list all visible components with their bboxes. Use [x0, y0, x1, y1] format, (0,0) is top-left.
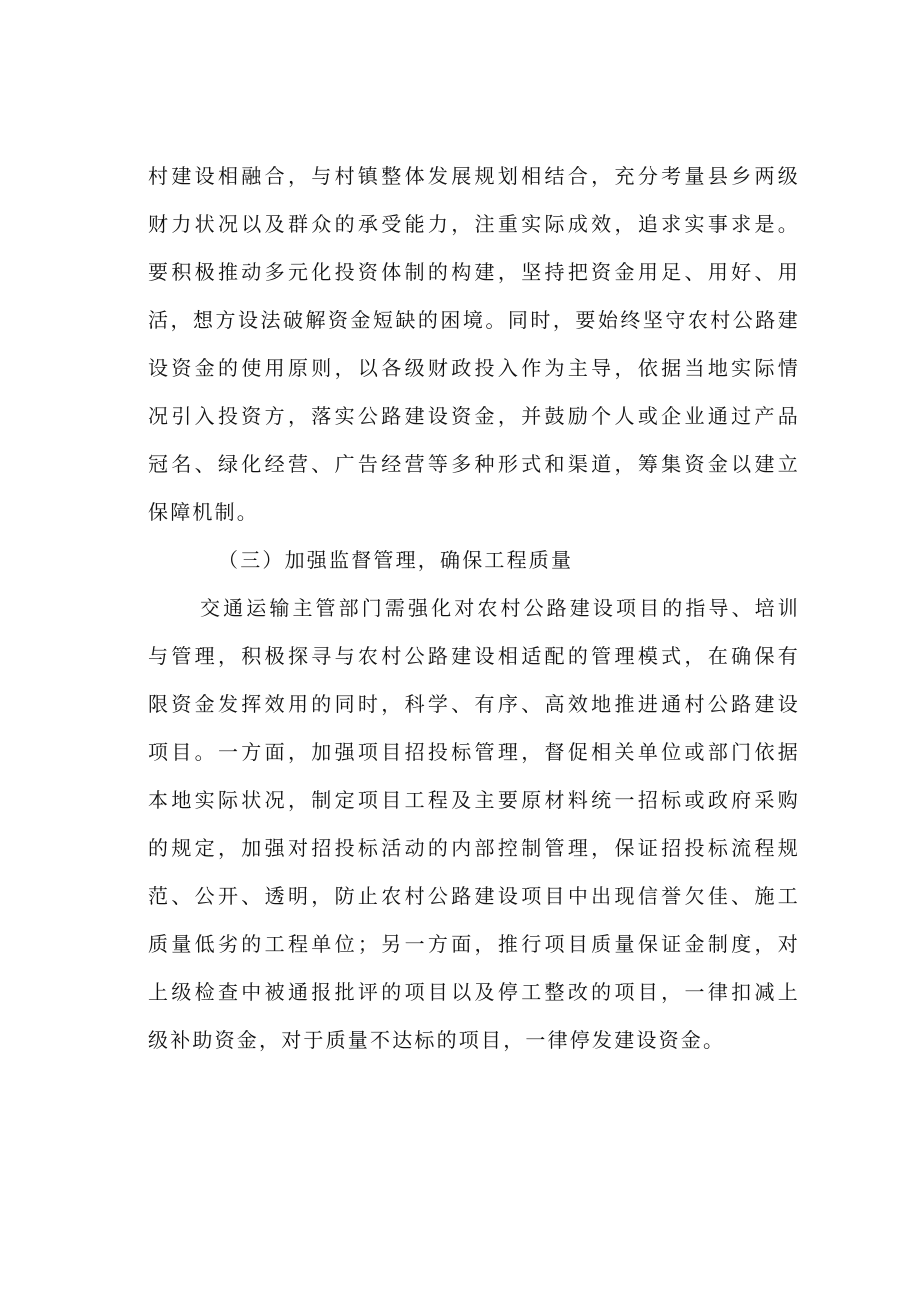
text-line: 范、公开、透明，防止农村公路建设项目中出现信誉欠佳、施工 — [148, 884, 800, 908]
text-line: 村建设相融合，与村镇整体发展规划相结合，充分考量县乡两级 — [148, 164, 800, 188]
text-line: 财力状况以及群众的承受能力，注重实际成效，追求实事求是。 — [148, 212, 800, 236]
section-heading: （三）加强监督管理，确保工程质量 — [218, 548, 574, 572]
text-line: 要积极推动多元化投资体制的构建，坚持把资金用足、用好、用 — [148, 260, 800, 284]
text-line: 况引入投资方，落实公路建设资金，并鼓励个人或企业通过产品 — [148, 404, 800, 428]
paragraph-supervision — [148, 584, 800, 1064]
text-line: 级补助资金，对于质量不达标的项目，一律停发建设资金。 — [148, 1028, 726, 1052]
text-line: 的规定，加强对招投标活动的内部控制管理，保证招投标流程规 — [148, 836, 800, 860]
text-line: 冠名、绿化经营、广告经营等多种形式和渠道，筹集资金以建立 — [148, 452, 800, 476]
text-line: 交通运输主管部门需强化对农村公路建设项目的指导、培训 — [200, 596, 800, 620]
text-line: 限资金发挥效用的同时，科学、有序、高效地推进通村公路建设 — [148, 692, 800, 716]
text-line: 设资金的使用原则，以各级财政投入作为主导，依据当地实际情 — [148, 356, 800, 380]
text-line: 与管理，积极探寻与农村公路建设相适配的管理模式，在确保有 — [148, 644, 800, 668]
text-line: 保障机制。 — [148, 500, 259, 524]
text-line: 质量低劣的工程单位；另一方面，推行项目质量保证金制度，对 — [148, 932, 800, 956]
text-line: 本地实际状况，制定项目工程及主要原材料统一招标或政府采购 — [148, 788, 800, 812]
text-line: 项目。一方面，加强项目招投标管理，督促相关单位或部门依据 — [148, 740, 800, 764]
paragraph-funding — [148, 152, 800, 536]
document-body — [148, 152, 800, 1064]
text-line: 活，想方设法破解资金短缺的困境。同时，要始终坚守农村公路建 — [148, 308, 800, 332]
text-line: 上级检查中被通报批评的项目以及停工整改的项目，一律扣减上 — [148, 980, 800, 1004]
